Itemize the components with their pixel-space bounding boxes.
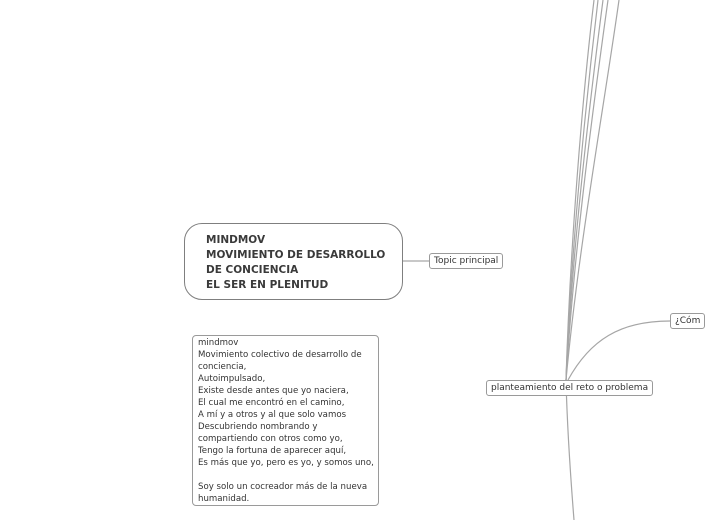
- note-line: Existe desde antes que yo naciera,: [198, 386, 349, 396]
- note-line: compartiendo con otros como yo,: [198, 434, 343, 444]
- note-line: Autoimpulsado,: [198, 374, 266, 384]
- note-line: Descubriendo nombrando y: [198, 422, 318, 432]
- connector-branch-5: [566, 0, 619, 380]
- connector-branch-2: [566, 0, 598, 380]
- subtopic-como-partial[interactable]: [670, 313, 705, 329]
- central-topic-line: MINDMOV: [206, 234, 266, 246]
- note-line: mindmov: [198, 338, 239, 348]
- subtopic-topic-principal[interactable]: [429, 253, 503, 269]
- note-line-blank: [198, 469, 373, 481]
- note-box[interactable]: [192, 335, 379, 506]
- central-topic-node[interactable]: [184, 223, 403, 300]
- connector-to-como: [568, 321, 670, 380]
- note-line: El cual me encontró en el camino,: [198, 398, 345, 408]
- note-line: Tengo la fortuna de aparecer aquí,: [198, 446, 347, 456]
- note-line: Es más que yo, pero es yo, y somos uno,: [198, 458, 374, 468]
- central-topic-line: MOVIMIENTO DE DESARROLLO: [206, 249, 386, 261]
- note-line: A mí y a otros y al que solo vamos: [198, 410, 347, 420]
- note-line: conciencia,: [198, 362, 247, 372]
- subtopic-label: ¿Cóm: [675, 316, 701, 326]
- note-line: Soy solo un cocreador más de la nueva: [198, 482, 368, 492]
- note-line: humanidad.: [198, 494, 250, 504]
- central-topic-line: EL SER EN PLENITUD: [206, 279, 329, 291]
- subtopic-label: Topic principal: [434, 256, 499, 266]
- note-line: Movimiento colectivo de desarrollo de: [198, 350, 362, 360]
- connector-spine-lower: [566, 380, 574, 520]
- subtopic-label: planteamiento del reto o problema: [491, 383, 649, 393]
- central-topic-line: DE CONCIENCIA: [206, 264, 299, 276]
- subtopic-planteamiento[interactable]: [486, 380, 653, 396]
